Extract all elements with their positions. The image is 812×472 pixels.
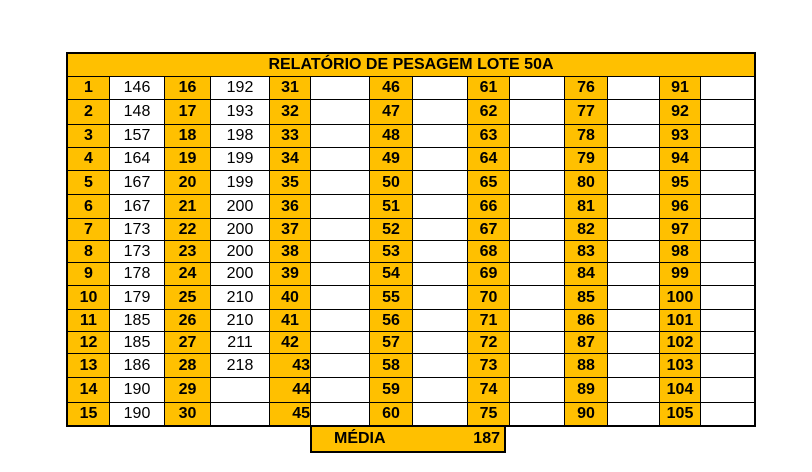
number-column-4 — [370, 77, 413, 425]
weight-cell — [510, 125, 564, 148]
weight-cell: 178 — [110, 263, 164, 286]
number-column-7 — [660, 77, 701, 425]
weight-cell — [311, 286, 369, 310]
weight-cell — [510, 171, 564, 195]
weight-cell — [510, 77, 564, 100]
animal-number-cell: 31 — [270, 77, 310, 100]
animal-number-cell: 7 — [68, 219, 109, 241]
animal-number-cell: 86 — [565, 310, 607, 332]
weight-cell — [311, 219, 369, 241]
weight-cell — [311, 77, 369, 100]
animal-number-cell: 13 — [68, 354, 109, 378]
animal-number-cell: 87 — [565, 332, 607, 354]
weight-cell: 173 — [110, 241, 164, 263]
animal-number-cell: 42 — [270, 332, 310, 354]
animal-number-cell: 85 — [565, 286, 607, 310]
weight-cell — [413, 171, 467, 195]
weight-cell: 179 — [110, 286, 164, 310]
weight-cell — [311, 354, 369, 378]
weight-cell — [608, 77, 659, 100]
weight-cell — [510, 403, 564, 425]
animal-number-cell: 65 — [468, 171, 509, 195]
weight-cell: 218 — [211, 354, 269, 378]
animal-number-cell: 97 — [660, 219, 700, 241]
animal-number-cell: 77 — [565, 100, 607, 125]
animal-number-cell: 33 — [270, 125, 310, 148]
weight-cell — [311, 310, 369, 332]
animal-number-cell: 58 — [370, 354, 412, 378]
weight-cell: 185 — [110, 310, 164, 332]
weight-column-3 — [311, 77, 370, 425]
weight-cell — [211, 403, 269, 425]
weight-cell — [701, 100, 754, 125]
animal-number-cell: 46 — [370, 77, 412, 100]
weight-cell — [608, 378, 659, 403]
weight-cell — [311, 148, 369, 171]
animal-number-cell: 5 — [68, 171, 109, 195]
animal-number-cell: 78 — [565, 125, 607, 148]
report-title: RELATÓRIO DE PESAGEM LOTE 50A — [68, 54, 754, 77]
weight-cell: 167 — [110, 195, 164, 219]
number-column-1 — [68, 77, 110, 425]
animal-number-cell: 105 — [660, 403, 700, 425]
animal-number-cell: 99 — [660, 263, 700, 286]
weight-cell: 167 — [110, 171, 164, 195]
animal-number-cell: 2 — [68, 100, 109, 125]
weight-cell: 190 — [110, 403, 164, 425]
animal-number-cell: 96 — [660, 195, 700, 219]
weight-cell: 200 — [211, 241, 269, 263]
animal-number-cell: 12 — [68, 332, 109, 354]
animal-number-cell: 43 — [270, 354, 310, 378]
weight-cell — [211, 378, 269, 403]
weight-cell — [510, 195, 564, 219]
average-row — [310, 427, 506, 453]
weight-cell — [608, 354, 659, 378]
weight-column-2 — [211, 77, 270, 425]
weight-cell — [608, 332, 659, 354]
animal-number-cell: 63 — [468, 125, 509, 148]
animal-number-cell: 9 — [68, 263, 109, 286]
weight-column-6 — [608, 77, 660, 425]
animal-number-cell: 95 — [660, 171, 700, 195]
weight-cell: 186 — [110, 354, 164, 378]
animal-number-cell: 26 — [165, 310, 210, 332]
weight-cell — [701, 378, 754, 403]
weight-cell: 157 — [110, 125, 164, 148]
weight-cell: 148 — [110, 100, 164, 125]
animal-number-cell: 64 — [468, 148, 509, 171]
animal-number-cell: 15 — [68, 403, 109, 425]
animal-number-cell: 102 — [660, 332, 700, 354]
animal-number-cell: 40 — [270, 286, 310, 310]
animal-number-cell: 52 — [370, 219, 412, 241]
weight-cell — [413, 403, 467, 425]
animal-number-cell: 32 — [270, 100, 310, 125]
animal-number-cell: 23 — [165, 241, 210, 263]
animal-number-cell: 98 — [660, 241, 700, 263]
weight-cell — [510, 100, 564, 125]
weight-cell — [608, 125, 659, 148]
animal-number-cell: 71 — [468, 310, 509, 332]
animal-number-cell: 1 — [68, 77, 109, 100]
weight-cell — [413, 263, 467, 286]
animal-number-cell: 57 — [370, 332, 412, 354]
animal-number-cell: 90 — [565, 403, 607, 425]
weight-cell: 200 — [211, 219, 269, 241]
weight-cell — [701, 171, 754, 195]
weight-cell — [701, 403, 754, 425]
animal-number-cell: 24 — [165, 263, 210, 286]
animal-number-cell: 21 — [165, 195, 210, 219]
animal-number-cell: 82 — [565, 219, 607, 241]
weight-cell — [608, 171, 659, 195]
weight-cell: 198 — [211, 125, 269, 148]
animal-number-cell: 69 — [468, 263, 509, 286]
weight-cell — [413, 219, 467, 241]
weight-cell — [510, 241, 564, 263]
weight-cell: 190 — [110, 378, 164, 403]
weight-cell — [701, 148, 754, 171]
animal-number-cell: 10 — [68, 286, 109, 310]
animal-number-cell: 8 — [68, 241, 109, 263]
animal-number-cell: 39 — [270, 263, 310, 286]
animal-number-cell: 56 — [370, 310, 412, 332]
weight-cell — [608, 100, 659, 125]
average-value: 187 — [473, 430, 500, 447]
animal-number-cell: 51 — [370, 195, 412, 219]
animal-number-cell: 79 — [565, 148, 607, 171]
number-column-3 — [270, 77, 311, 425]
animal-number-cell: 45 — [270, 403, 310, 425]
animal-number-cell: 17 — [165, 100, 210, 125]
weight-cell — [311, 100, 369, 125]
animal-number-cell: 83 — [565, 241, 607, 263]
weight-cell — [413, 241, 467, 263]
weight-cell — [311, 403, 369, 425]
weight-cell: 193 — [211, 100, 269, 125]
weight-cell — [510, 219, 564, 241]
weight-cell: 199 — [211, 148, 269, 171]
weight-cell — [608, 286, 659, 310]
animal-number-cell: 89 — [565, 378, 607, 403]
animal-number-cell: 88 — [565, 354, 607, 378]
animal-number-cell: 55 — [370, 286, 412, 310]
animal-number-cell: 59 — [370, 378, 412, 403]
weight-cell — [413, 378, 467, 403]
animal-number-cell: 37 — [270, 219, 310, 241]
animal-number-cell: 25 — [165, 286, 210, 310]
weight-cell — [311, 241, 369, 263]
weight-cell — [701, 332, 754, 354]
animal-number-cell: 61 — [468, 77, 509, 100]
weight-cell: 200 — [211, 263, 269, 286]
weight-cell — [311, 332, 369, 354]
animal-number-cell: 35 — [270, 171, 310, 195]
weight-cell — [701, 354, 754, 378]
animal-number-cell: 93 — [660, 125, 700, 148]
weight-cell — [608, 263, 659, 286]
weight-cell — [701, 195, 754, 219]
animal-number-cell: 60 — [370, 403, 412, 425]
animal-number-cell: 101 — [660, 310, 700, 332]
animal-number-cell: 14 — [68, 378, 109, 403]
weight-cell — [608, 241, 659, 263]
animal-number-cell: 16 — [165, 77, 210, 100]
weight-cell — [413, 332, 467, 354]
weight-cell: 173 — [110, 219, 164, 241]
weight-cell — [510, 378, 564, 403]
weight-cell — [413, 125, 467, 148]
animal-number-cell: 100 — [660, 286, 700, 310]
animal-number-cell: 73 — [468, 354, 509, 378]
animal-number-cell: 54 — [370, 263, 412, 286]
weight-cell — [510, 354, 564, 378]
weight-cell: 199 — [211, 171, 269, 195]
weight-cell — [701, 241, 754, 263]
animal-number-cell: 49 — [370, 148, 412, 171]
weight-cell: 200 — [211, 195, 269, 219]
animal-number-cell: 19 — [165, 148, 210, 171]
animal-number-cell: 70 — [468, 286, 509, 310]
weight-column-1 — [110, 77, 165, 425]
weight-cell — [311, 263, 369, 286]
animal-number-cell: 18 — [165, 125, 210, 148]
weight-cell: 192 — [211, 77, 269, 100]
weighing-report-table — [66, 52, 756, 427]
number-column-6 — [565, 77, 608, 425]
animal-number-cell: 81 — [565, 195, 607, 219]
weight-column-7 — [701, 77, 754, 425]
animal-number-cell: 6 — [68, 195, 109, 219]
animal-number-cell: 84 — [565, 263, 607, 286]
animal-number-cell: 91 — [660, 77, 700, 100]
weight-cell: 185 — [110, 332, 164, 354]
animal-number-cell: 75 — [468, 403, 509, 425]
weight-cell: 210 — [211, 286, 269, 310]
weight-cell — [311, 125, 369, 148]
animal-number-cell: 92 — [660, 100, 700, 125]
animal-number-cell: 28 — [165, 354, 210, 378]
weight-column-4 — [413, 77, 468, 425]
animal-number-cell: 34 — [270, 148, 310, 171]
weight-cell — [413, 77, 467, 100]
animal-number-cell: 44 — [270, 378, 310, 403]
number-column-5 — [468, 77, 510, 425]
animal-number-cell: 41 — [270, 310, 310, 332]
weight-cell — [413, 195, 467, 219]
number-column-2 — [165, 77, 211, 425]
weight-cell — [413, 354, 467, 378]
weight-cell — [510, 332, 564, 354]
weight-cell — [311, 171, 369, 195]
animal-number-cell: 30 — [165, 403, 210, 425]
weight-cell — [701, 77, 754, 100]
weight-cell — [311, 378, 369, 403]
weight-cell — [413, 100, 467, 125]
weight-cell — [701, 286, 754, 310]
animal-number-cell: 53 — [370, 241, 412, 263]
weight-cell — [413, 310, 467, 332]
weight-cell — [510, 310, 564, 332]
animal-number-cell: 94 — [660, 148, 700, 171]
animal-number-cell: 62 — [468, 100, 509, 125]
animal-number-cell: 27 — [165, 332, 210, 354]
weight-cell — [311, 195, 369, 219]
weight-column-5 — [510, 77, 565, 425]
animal-number-cell: 4 — [68, 148, 109, 171]
animal-number-cell: 67 — [468, 219, 509, 241]
weight-cell — [608, 310, 659, 332]
animal-number-cell: 103 — [660, 354, 700, 378]
animal-number-cell: 80 — [565, 171, 607, 195]
weight-cell — [608, 195, 659, 219]
animal-number-cell: 48 — [370, 125, 412, 148]
animal-number-cell: 50 — [370, 171, 412, 195]
weight-cell: 210 — [211, 310, 269, 332]
animal-number-cell: 76 — [565, 77, 607, 100]
average-label: MÉDIA — [334, 430, 386, 447]
weight-cell — [510, 148, 564, 171]
animal-number-cell: 72 — [468, 332, 509, 354]
animal-number-cell: 47 — [370, 100, 412, 125]
weight-cell — [608, 148, 659, 171]
weight-cell — [701, 263, 754, 286]
animal-number-cell: 74 — [468, 378, 509, 403]
animal-number-cell: 20 — [165, 171, 210, 195]
weight-cell — [510, 263, 564, 286]
weight-cell — [608, 403, 659, 425]
animal-number-cell: 22 — [165, 219, 210, 241]
animal-number-cell: 38 — [270, 241, 310, 263]
weight-cell: 146 — [110, 77, 164, 100]
weight-cell — [413, 148, 467, 171]
animal-number-cell: 29 — [165, 378, 210, 403]
weight-cell — [701, 219, 754, 241]
animal-number-cell: 11 — [68, 310, 109, 332]
weight-cell: 164 — [110, 148, 164, 171]
animal-number-cell: 104 — [660, 378, 700, 403]
weight-cell: 211 — [211, 332, 269, 354]
weight-cell — [413, 286, 467, 310]
weight-cell — [701, 125, 754, 148]
animal-number-cell: 36 — [270, 195, 310, 219]
animal-number-cell: 66 — [468, 195, 509, 219]
animal-number-cell: 3 — [68, 125, 109, 148]
weight-cell — [608, 219, 659, 241]
weight-cell — [701, 310, 754, 332]
animal-number-cell: 68 — [468, 241, 509, 263]
weight-cell — [510, 286, 564, 310]
